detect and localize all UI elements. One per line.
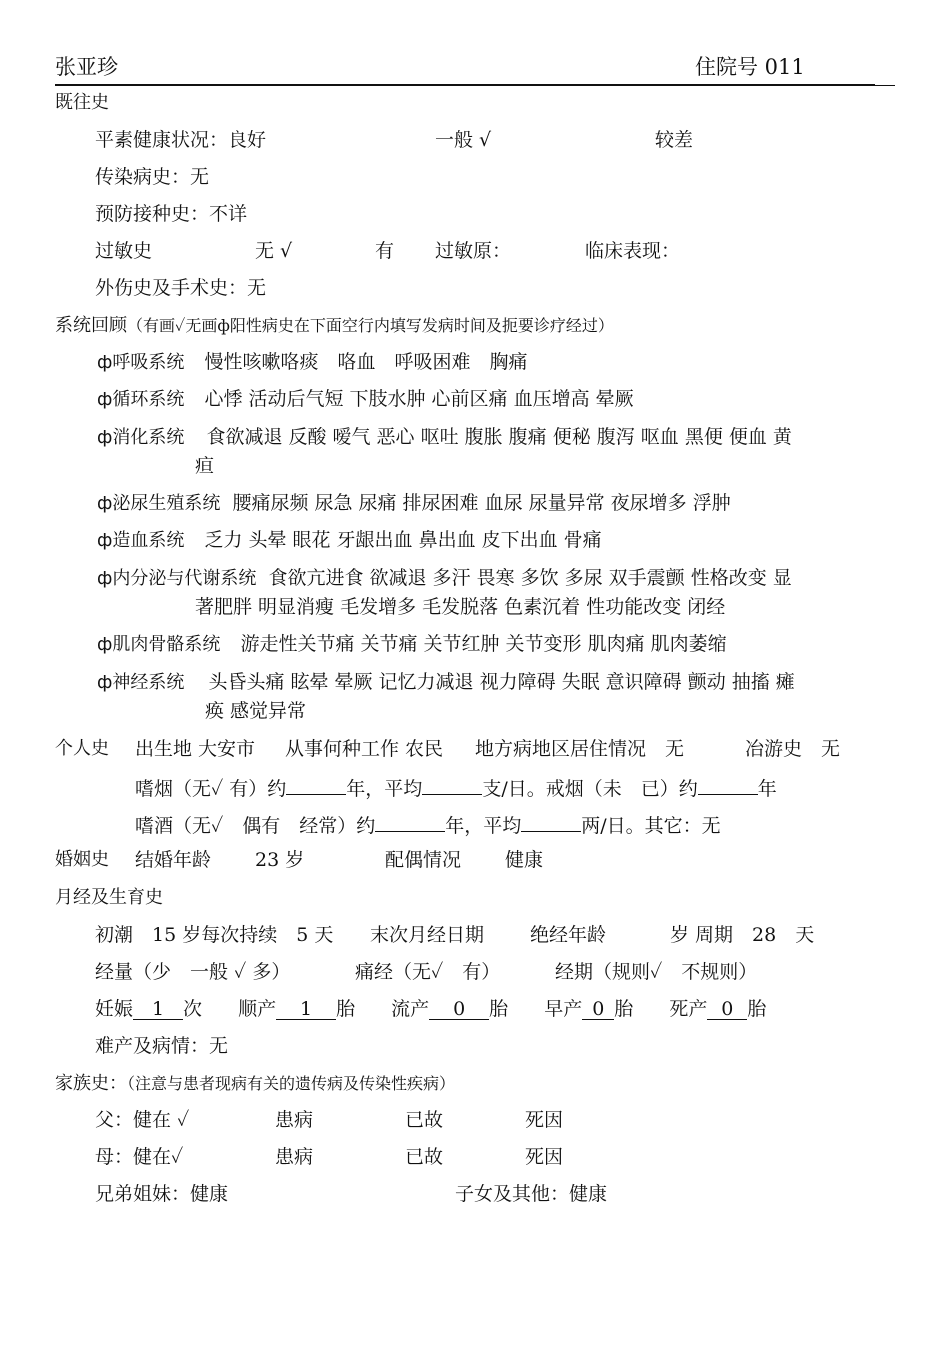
system-circulatory [97,387,634,412]
header-rule [55,84,875,86]
pregnancy-line [95,997,766,1021]
menstrual-regularity: 经期（规则✓ 不规则） [555,961,758,983]
trauma-history: 外伤史及手术史：无 [95,277,267,299]
stillbirth-label: 死产 [669,998,708,1020]
occupation: 从事何种工作 农民 [285,738,444,760]
quit-years-unit: 年 [757,778,777,800]
system-symptoms: 头昏头痛 眩晕 晕厥 记忆力减退 视力障碍 失眠 意识障碍 颤动 抽搐 瘫 [208,671,795,693]
premature-count: 0 [582,999,614,1020]
system-nervous-cont: 痪 感觉异常 [205,700,307,722]
mother-dead: 已故 [405,1146,444,1168]
family-note: （注意与患者现病有关的遗传病及传染性疾病） [127,1074,456,1093]
dystocia: 难产及病情：无 [95,1035,229,1057]
birth-label: 顺产 [238,998,277,1020]
mother-ill: 患病 [275,1146,314,1168]
abortion-unit: 胎 [489,998,509,1020]
system-symptoms: 腰痛尿频 尿急 尿痛 排尿困难 血尿 尿量异常 夜尿增多 浮肿 [232,492,731,514]
father-status: 父：健在 ✓ [95,1109,190,1131]
system-symptoms: 食欲亢进食 欲减退 多汗 畏寒 多饮 多尿 双手震颤 性格改变 显 [268,567,792,589]
allergen-label: 过敏原： [435,240,512,262]
dysmenorrhea: 痛经（无✓ 有） [355,961,501,983]
menstrual-title: 月经及生育史 [55,887,163,908]
system-name: ф呼吸系统 [97,352,185,373]
system-name: ф造血系统 [97,530,185,551]
system-symptoms: 食欲减退 反酸 嗳气 恶心 呕吐 腹胀 腹痛 便秘 腹泻 呕血 黑便 便血 黄 [206,426,792,448]
system-name: ф泌尿生殖系统 [97,493,221,514]
endemic-area: 地方病地区居住情况 无 [475,738,685,760]
system-urogenital [97,491,731,516]
system-nervous [97,670,795,695]
admission-number: 住院号 011 [695,55,805,79]
patient-name: 张亚珍 [55,55,118,79]
spouse-value: 健康 [505,849,544,871]
system-symptoms: 慢性咳嗽咯痰 咯血 呼吸困难 胸痛 [204,351,528,373]
spouse-label: 配偶情况 [385,849,462,871]
marriage-age-label: 结婚年龄 [135,849,212,871]
drinking-amount-blank [521,811,581,832]
birth-count: 1 [276,999,336,1020]
smoking-line [135,774,777,801]
past-history-title: 既往史 [55,92,109,113]
smoking-avg-label: 年，平均 [346,778,423,800]
drinking-years-blank [375,811,445,832]
system-name: ф消化系统 [97,427,185,448]
system-name: ф肌肉骨骼系统 [97,634,221,655]
pregnancy-label: 妊娠 [95,998,134,1020]
allergy-label: 过敏史 [95,240,153,262]
drinking-line [135,811,721,838]
vaccination-history: 预防接种史：不详 [95,203,248,225]
menstrual-volume: 经量（少 一般 ✓ 多） [95,961,291,983]
family-title: 家族史： [55,1073,127,1094]
quit-years-blank [698,774,758,795]
system-name: ф循环系统 [97,389,185,410]
father-dead: 已故 [405,1109,444,1131]
systems-header [55,313,614,338]
system-name: ф内分泌与代谢系统 [97,568,257,589]
smoking-label: 嗜烟（无✓ 有）约 [135,778,287,800]
family-header [55,1071,455,1096]
system-symptoms: 心悸 活动后气短 下肢水肿 心前区痛 血压增高 晕厥 [204,388,634,410]
last-period: 末次月经日期 [370,924,485,946]
father-cause: 死因 [525,1109,564,1131]
allergy-no: 无 √ [255,240,293,262]
siblings-status: 兄弟姐妹：健康 [95,1183,229,1205]
system-endocrine [97,566,792,591]
mother-status: 母：健在✓ [95,1146,184,1168]
system-respiratory [97,350,527,375]
allergy-yes: 有 [375,240,395,262]
health-general: 一般 √ [435,129,492,151]
systems-title: 系统回顾 [55,315,127,336]
menopause-age: 绝经年龄 [530,924,607,946]
drinking-avg-label: 年，平均 [445,815,522,837]
pregnancy-count: 1 [133,999,183,1020]
mother-cause: 死因 [525,1146,564,1168]
drinking-unit-other: 两/日。其它：无 [581,815,721,837]
children-status: 子女及其他：健康 [455,1183,608,1205]
system-symptoms: 乏力 头晕 眼花 牙龈出血 鼻出血 皮下出血 骨痛 [204,529,602,551]
allergy-clinical: 临床表现： [585,240,681,262]
marriage-title: 婚姻史 [55,849,109,870]
father-ill: 患病 [275,1109,314,1131]
smoking-years-blank [286,774,346,795]
premature-unit: 胎 [614,998,634,1020]
stillbirth-count: 0 [707,999,747,1020]
smoking-amount-blank [422,774,482,795]
abortion-label: 流产 [391,998,430,1020]
system-digestive [97,425,792,450]
personal-title: 个人史 [55,738,109,759]
birthplace: 出生地 大安市 [135,738,256,760]
menarche: 初潮 15 岁每次持续 5 天 [95,924,334,946]
drinking-label: 嗜酒（无✓ 偶有 经常）约 [135,815,376,837]
pregnancy-unit: 次 [183,998,203,1020]
cycle: 岁 周期 28 天 [670,924,815,946]
quit-smoking-label: 支/日。戒烟（未 已）约 [482,778,698,800]
system-symptoms: 游走性关节痛 关节痛 关节红肿 关节变形 肌肉痛 肌肉萎缩 [240,633,727,655]
system-digestive-cont: 疸 [195,455,215,477]
infectious-history: 传染病史：无 [95,166,210,188]
stillbirth-unit: 胎 [747,998,767,1020]
system-hematopoietic [97,528,602,553]
header-rule-end [873,85,895,86]
abortion-count: 0 [429,999,489,1020]
system-musculoskeletal [97,632,727,657]
travel-history: 冶游史 无 [745,738,841,760]
health-status: 平素健康状况：良好 [95,129,267,151]
system-name: ф神经系统 [97,672,185,693]
system-endocrine-cont: 著肥胖 明显消瘦 毛发增多 毛发脱落 色素沉着 性功能改变 闭经 [195,596,726,618]
systems-note: （有画✓无画ф阳性病史在下面空行内填写发病时间及扼要诊疗经过） [127,316,614,335]
premature-label: 早产 [544,998,583,1020]
health-poor: 较差 [655,129,694,151]
marriage-age-value: 23 岁 [255,849,305,871]
birth-unit: 胎 [336,998,356,1020]
